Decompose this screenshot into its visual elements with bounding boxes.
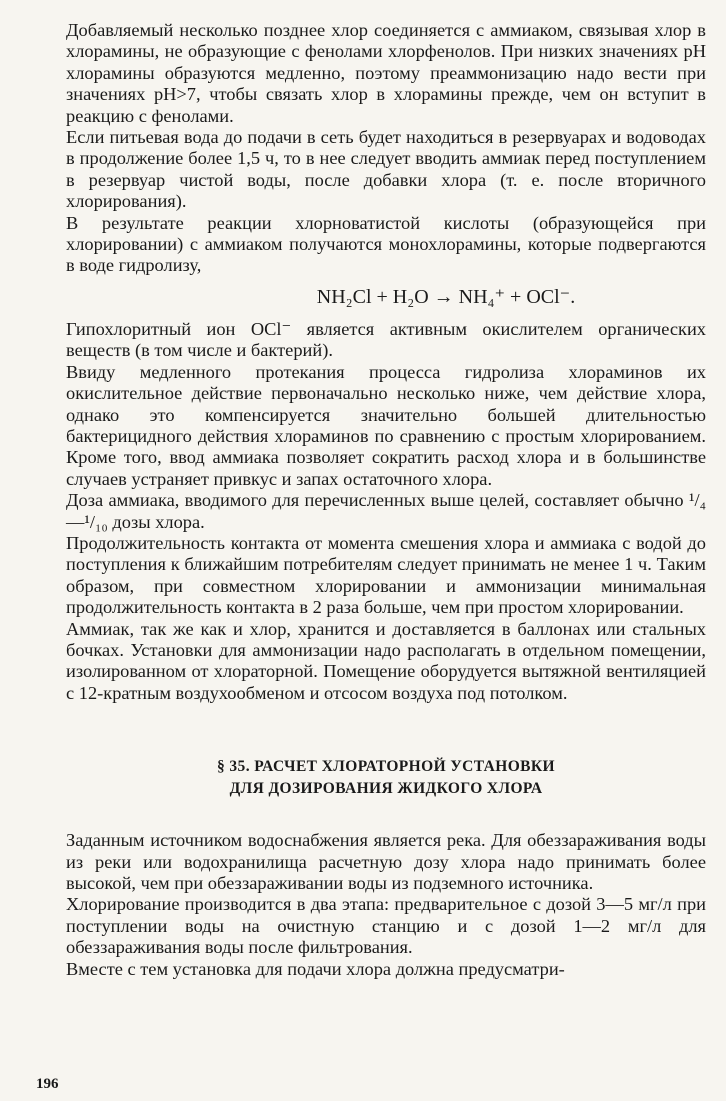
paragraph: Заданным источником водоснабжения является река. Для обеззараживания воды из реки или водохранилища расчетную дозу хлора надо принимать более высокой, чем при обеззараживании воды из подземного источника. (66, 830, 706, 893)
page-number: 196 (36, 1076, 59, 1092)
paragraph: Продолжительность контакта от момента смешения хлора и аммиака с водой до поступления к ближайшим потребителям следует принимать не менее 1 ч. Таким образом, при совместном хлорировании и аммонизации минимальная продолжительность контакта в 2 раза больше, чем при простом хлорировании. (66, 532, 706, 618)
paragraph: Ввиду медленного протекания процесса гидролиза хлораминов их окислительное действие первоначально несколько ниже, чем действие хлора, однако это компенсируется значительно большей длительностью бактерицидного действия хлораминов по сравнению с простым хлорированием. Кроме того, ввод аммиака позволяет сократить расход хлора и в большинстве случаев устраняет привкус и запах остаточного хлора. (66, 361, 706, 489)
paragraph: В результате реакции хлорноватистой кислоты (образующейся при хлорировании) с аммиаком получаются монохлорамины, которые подвергаются в воде гидролизу, (66, 212, 706, 276)
paragraph: Добавляемый несколько позднее хлор соединяется с аммиаком, связывая хлор в хлорамины, не образующие с фенолами хлорфенолов. При низких значениях pH хлорамины образуются медленно, поэтому преаммонизацию надо вести при значениях pH>7, чтобы связать хлор в хлорамины прежде, чем он вступит в реакцию с фенолами. (66, 20, 706, 126)
paragraph: Хлорирование производится в два этапа: предварительное с дозой 3—5 мг/л при поступлении воды на очистную станцию и с дозой 1—2 мг/л для обеззараживания воды после фильтрования. (66, 894, 706, 958)
text-block-bottom (66, 830, 706, 980)
section-heading-line-1: § 35. РАСЧЕТ ХЛОРАТОРНОЙ УСТАНОВКИ (216, 758, 555, 776)
chemical-equation: NH₂Cl + H₂O → NH₄⁺ + OCl⁻. (316, 285, 576, 308)
paragraph: Доза аммиака, вводимого для перечисленных выше целей, составляет обычно ¹/₄—¹/₁₀ дозы хлора. (66, 490, 706, 532)
section-heading (66, 756, 706, 800)
text-block-middle (66, 319, 706, 704)
text-block-top (66, 20, 706, 277)
paragraph: Аммиак, так же как и хлор, хранится и доставляется в баллонах или стальных бочках. Установки для аммонизации надо располагать в отдельном помещении, изолированном от хлораторной. Помещение оборудуется вытяжной вентиляцией с 12-кратным воздухообменом и отсосом воздуха под потолком. (66, 618, 706, 703)
paragraph: Гипохлоритный ион OCl⁻ является активным окислителем органических веществ (в том числе и бактерий). (66, 318, 706, 361)
paragraph: Если питьевая вода до подачи в сеть будет находиться в резервуарах и водоводах в продолжение более 1,5 ч, то в нее следует вводить аммиак перед поступлением в резервуар чистой воды, после добавки хлора (т. е. после вторичного хлорирования). (66, 127, 706, 212)
paragraph: Вместе с тем установка для подачи хлора должна предусматри- (66, 958, 565, 979)
section-heading-line-2: ДЛЯ ДОЗИРОВАНИЯ ЖИДКОГО ХЛОРА (229, 780, 543, 798)
